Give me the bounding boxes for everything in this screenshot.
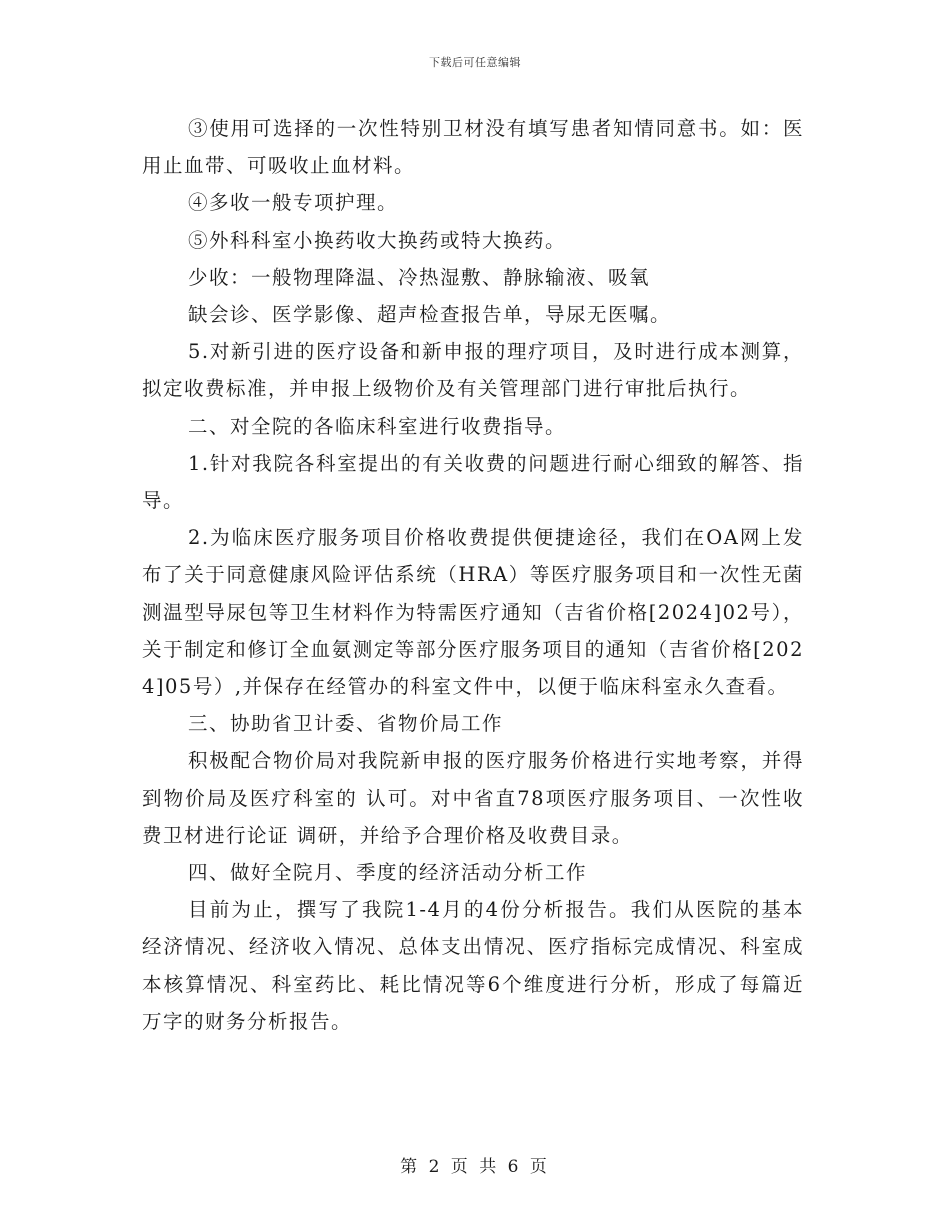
paragraph-undercharge: 少收：一般物理降温、冷热湿敷、静脉输液、吸氧	[188, 265, 651, 289]
paragraph-point-5: 5.对新引进的医疗设备和新申报的理疗项目，及时进行成本测算，拟定收费标准，并申报上级物价及有关管理部门进行审批后执行。	[142, 340, 804, 401]
paragraph-point-2: 2.为临床医疗服务项目价格收费提供便捷途径，我们在OA网上发布了关于同意健康风险评估系统（HRA）等医疗服务项目和一次性无菌测温型导尿包等卫生材料作为特需医疗通知（吉省价格[2024]02号），关于制定和修订全血氨测定等部分医疗服务项目的通知（吉省价格[2024]05号）,并保存在经管办的科室文件中，以便于临床科室永久查看。	[142, 526, 804, 699]
paragraph-analysis: 目前为止，撰写了我院1-4月的4份分析报告。我们从医院的基本经济情况、经济收入情况、总体支出情况、医疗指标完成情况、科室成本核算情况、科室药比、耗比情况等6个维度进行分析，形成了每篇近万字的财务分析报告。	[142, 898, 804, 1033]
section-heading-4: 四、做好全院月、季度的经济活动分析工作	[188, 861, 588, 885]
section-heading-3: 三、协助省卫计委、省物价局工作	[188, 712, 504, 736]
paragraph-item-5: ⑤外科科室小换药收大换药或特大换药。	[188, 228, 567, 252]
document-body	[142, 110, 804, 1040]
paragraph-price-bureau: 积极配合物价局对我院新申报的医疗服务价格进行实地考察，并得到物价局及医疗科室的 认可。对中省直78项医疗服务项目、一次性收费卫材进行论证 调研，并给予合理价格及收费目录。	[142, 749, 804, 847]
paragraph-item-3: ③使用可选择的一次性特别卫材没有填写患者知情同意书。如：医用止血带、可吸收止血材料。	[142, 117, 804, 178]
section-heading-2: 二、对全院的各临床科室进行收费指导。	[188, 414, 567, 438]
paragraph-missing-docs: 缺会诊、医学影像、超声检查报告单，导尿无医嘱。	[188, 303, 672, 327]
page-header-note: 下载后可任意编辑	[429, 56, 521, 69]
paragraph-point-1: 1.针对我院各科室提出的有关收费的问题进行耐心细致的解答、指导。	[142, 451, 804, 513]
page-number: 第 2 页 共 6 页	[400, 1157, 550, 1177]
paragraph-item-4: ④多收一般专项护理。	[188, 191, 399, 215]
